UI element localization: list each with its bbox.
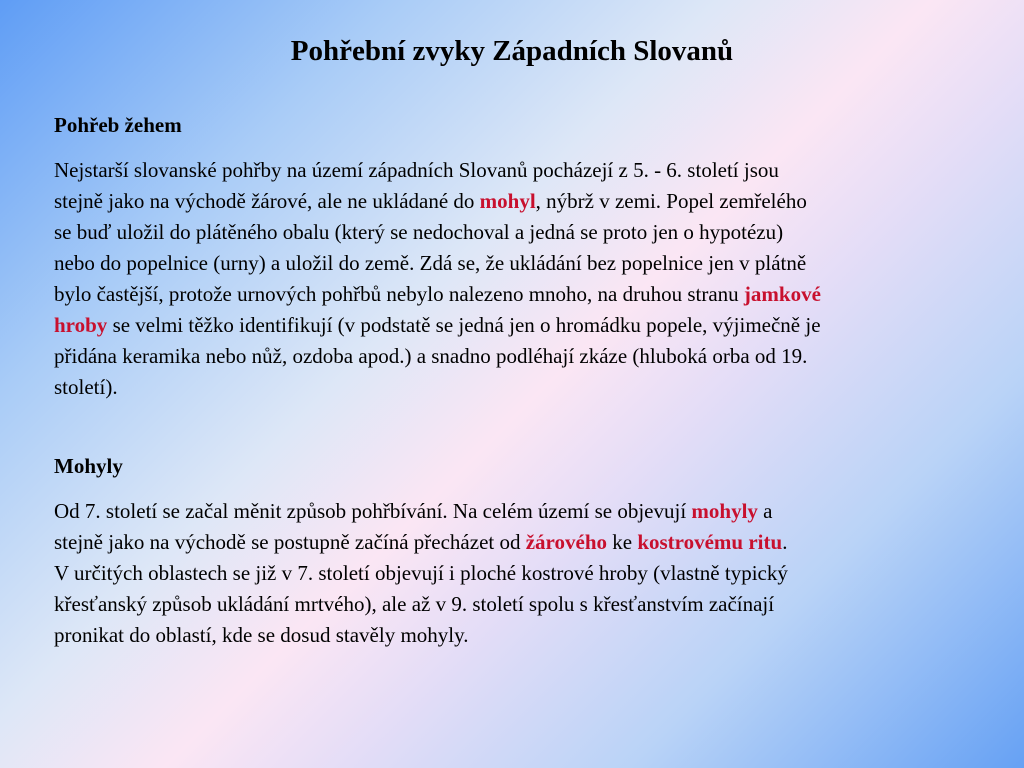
- text-line: přidána keramika nebo nůž, ozdoba apod.) a snadno podléhají zkáze (hluboká orba od 19.: [54, 344, 808, 368]
- highlight-term-mohyly: mohyly: [691, 499, 758, 523]
- highlight-term-jamkove: jamkové: [743, 282, 821, 306]
- text-run: ke: [607, 530, 638, 554]
- text-run: Od 7. století se začal měnit způsob pohřbívání. Na celém území se objevují: [54, 499, 692, 523]
- highlight-term-hroby: hroby: [54, 313, 108, 337]
- text-line: století).: [54, 375, 118, 399]
- section-heading-mohyly: Mohyly: [54, 454, 123, 478]
- text-line: V určitých oblastech se již v 7. století objevují i ploché kostrové hroby (vlastně typický: [54, 561, 788, 585]
- text-run: se velmi těžko identifikují (v podstatě se jedná jen o hromádku popele, výjimečně je: [107, 313, 821, 337]
- highlight-term-kostrovemu-ritu: kostrovému ritu: [637, 530, 783, 554]
- paragraph-mohyly: [54, 496, 1004, 651]
- text-line: [54, 310, 1004, 341]
- text-line: se buď uložil do plátěného obalu (který se nedochoval a jedná se proto jen o hypotézu): [54, 220, 784, 244]
- text-line: křesťanský způsob ukládání mrtvého), ale až v 9. století spolu s křesťanstvím začínají: [54, 592, 775, 616]
- page-title: Pohřební zvyky Západních Slovanů: [290, 35, 734, 67]
- highlight-term-zaroveho: žárového: [525, 530, 607, 554]
- highlight-term-mohyl: mohyl: [479, 189, 536, 213]
- text-line: nebo do popelnice (urny) a uložil do země. Zdá se, že ukládání bez popelnice jen v plátně: [54, 251, 807, 275]
- text-line: pronikat do oblastí, kde se dosud stavěly mohyly.: [54, 623, 469, 647]
- text-run: stejně jako na východě žárové, ale ne ukládané do: [54, 189, 480, 213]
- text-line: [54, 186, 1004, 217]
- text-run: , nýbrž v zemi. Popel zemřelého: [535, 189, 807, 213]
- text-run: bylo častější, protože urnových pohřbů nebylo nalezeno mnoho, na druhou stranu: [54, 282, 744, 306]
- text-run: a: [757, 499, 773, 523]
- text-line: [54, 279, 1004, 310]
- text-line: [54, 527, 1004, 558]
- text-run: .: [782, 530, 788, 554]
- paragraph-pohreb-zehem: [54, 155, 1004, 403]
- text-run: stejně jako na východě se postupně začíná přecházet od: [54, 530, 526, 554]
- text-line: [54, 496, 1004, 527]
- text-line: Nejstarší slovanské pohřby na území západních Slovanů pocházejí z 5. - 6. století jsou: [54, 158, 779, 182]
- section-heading-pohreb-zehem: Pohřeb žehem: [54, 113, 182, 137]
